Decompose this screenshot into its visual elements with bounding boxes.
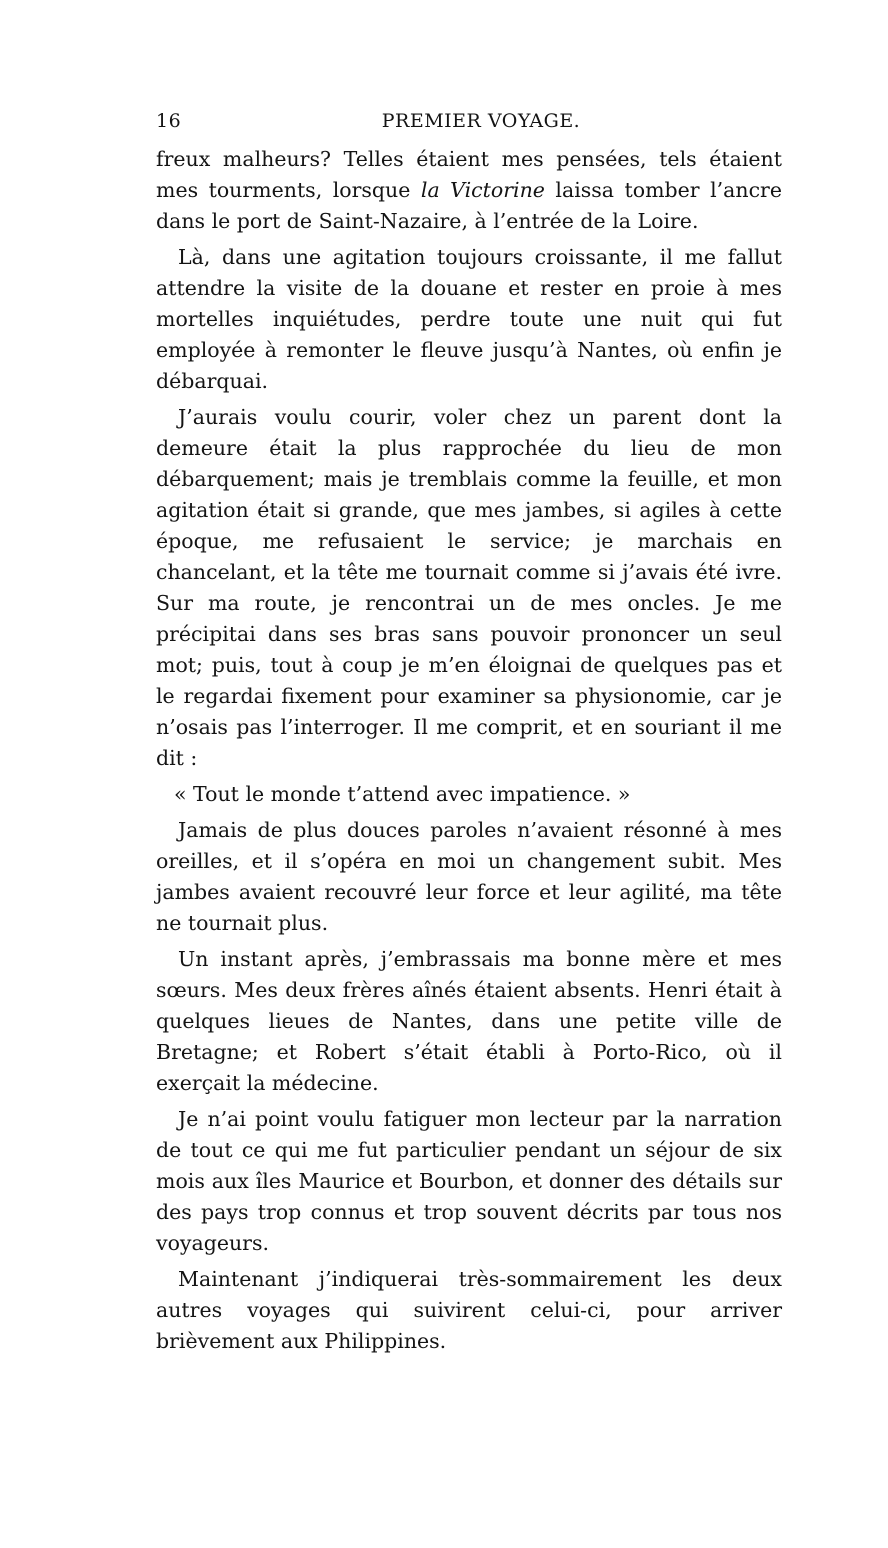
paragraph: Un instant après, j’embrassais ma bonne mère et mes sœurs. Mes deux frères aînés étaient absents. Henri était à quelques lieues de Nantes, dans une petite ville de Bretagne; et Robert s’était établi à Porto-Rico, où il exerçait la médecine. — [156, 947, 782, 1095]
ship-name: la Victorine — [420, 178, 545, 202]
page-number: 16 — [156, 110, 182, 132]
running-title: PREMIER VOYAGE. — [381, 110, 581, 132]
paragraph: Là, dans une agitation toujours croissante, il me fallut attendre la visite de la douane et rester en proie à mes mortelles inquiétudes, perdre toute une nuit qui fut employée à remonter le fleuve jusqu’à Nantes, où enfin je débarquai. — [156, 245, 782, 393]
book-page — [156, 110, 782, 1357]
paragraph — [156, 144, 782, 237]
running-header — [156, 110, 782, 144]
paragraph: Maintenant j’indiquerai très-sommairement les deux autres voyages qui suivirent celui-ci, pour arriver brièvement aux Philippines. — [156, 1267, 782, 1353]
paragraph-text: laissa tomber l’ancre dans le port de Saint-Nazaire, à l’entrée de la Loire. — [156, 178, 782, 233]
paragraph-text: freux malheurs? Telles étaient mes pensées, tels étaient mes tourments, lorsque — [156, 147, 782, 202]
paragraph: J’aurais voulu courir, voler chez un parent dont la demeure était la plus rapprochée du lieu de mon débarquement; mais je tremblais comme la feuille, et mon agitation était si grande, que mes jambes, si agiles à cette époque, me refusaient le service; je marchais en chancelant, et la tête me tournait comme si j’avais été ivre. Sur ma route, je rencontrai un de mes oncles. Je me précipitai dans ses bras sans pouvoir prononcer un seul mot; puis, tout à coup je m’en éloignai de quelques pas et le regardai fixement pour examiner sa physionomie, car je n’osais pas l’interroger. Il me comprit, et en souriant il me dit : — [156, 405, 782, 770]
paragraph: Jamais de plus douces paroles n’avaient résonné à mes oreilles, et il s’opéra en moi un changement subit. Mes jambes avaient recouvré leur force et leur agilité, ma tête ne tournait plus. — [156, 818, 782, 935]
quotation: « Tout le monde t’attend avec impatience. » — [174, 782, 631, 806]
body-text — [156, 144, 782, 1357]
paragraph: Je n’ai point voulu fatiguer mon lecteur par la narration de tout ce qui me fut particulier pendant un séjour de six mois aux îles Maurice et Bourbon, et donner des détails sur des pays trop connus et trop souvent décrits par tous nos voyageurs. — [156, 1107, 782, 1255]
